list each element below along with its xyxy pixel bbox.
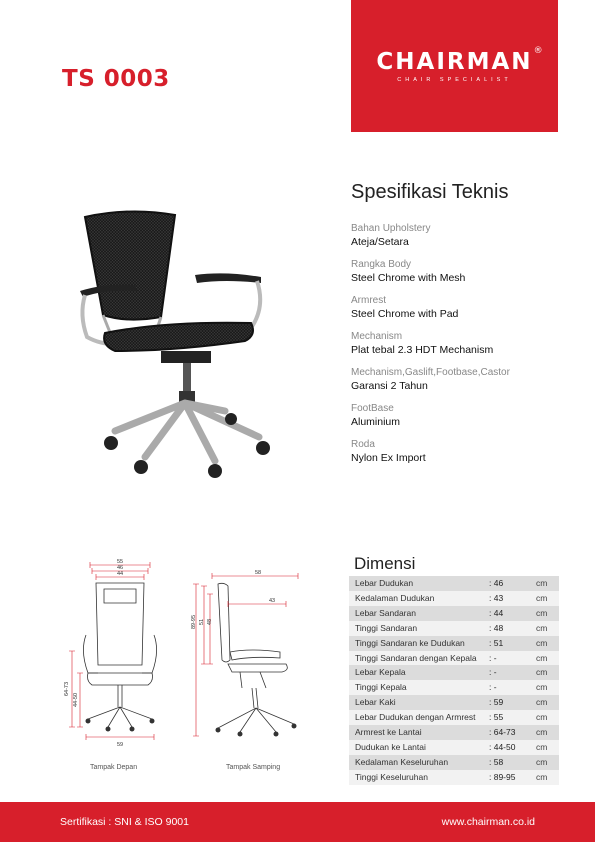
dim-row-value: : 64-73 xyxy=(489,725,536,740)
spec-item xyxy=(351,402,551,438)
dim-row-unit: cm xyxy=(536,755,559,770)
spec-item xyxy=(351,438,551,474)
spec-label: Rangka Body xyxy=(351,259,412,270)
dim-label-58: 58 xyxy=(254,570,262,576)
table-row xyxy=(349,770,559,785)
front-view-caption: Tampak Depan xyxy=(90,764,138,771)
registered-mark: ® xyxy=(533,46,545,56)
dim-row-value: : 55 xyxy=(489,710,536,725)
brand-name xyxy=(376,46,545,75)
spec-label: Mechanism,Gaslift,Footbase,Castor xyxy=(351,367,510,378)
dim-row-label: Kedalaman Keseluruhan xyxy=(349,755,489,770)
spec-label: Mechanism xyxy=(351,331,403,342)
spec-item xyxy=(351,330,551,366)
dimension-table xyxy=(349,576,559,785)
dim-label-64-73: 64-73 xyxy=(64,681,70,697)
dim-row-unit: cm xyxy=(536,591,559,606)
spec-list xyxy=(351,222,551,474)
dim-row-label: Armrest ke Lantai xyxy=(349,725,489,740)
dimension-title: Dimensi xyxy=(354,554,416,573)
spec-item xyxy=(351,222,551,258)
table-row xyxy=(349,725,559,740)
spec-item xyxy=(351,366,551,402)
table-row xyxy=(349,576,559,591)
dim-row-label: Lebar Dudukan dengan Armrest xyxy=(349,710,489,725)
dim-row-label: Tinggi Sandaran dengan Kepala xyxy=(349,651,489,666)
dim-label-51: 51 xyxy=(199,618,205,626)
dim-row-value: : 59 xyxy=(489,695,536,710)
dim-label-44: 44 xyxy=(116,571,124,577)
dim-row-unit: cm xyxy=(536,710,559,725)
dim-row-unit: cm xyxy=(536,695,559,710)
footer-bar xyxy=(0,802,595,842)
dim-row-value: : 44-50 xyxy=(489,740,536,755)
certification-text: Sertifikasi : SNI & ISO 9001 xyxy=(60,816,189,828)
spec-item xyxy=(351,294,551,330)
dim-row-unit: cm xyxy=(536,636,559,651)
brand-tagline: CHAIR SPECIALIST xyxy=(397,77,512,83)
dim-row-value: : 51 xyxy=(489,636,536,651)
spec-label: FootBase xyxy=(351,403,394,414)
table-row xyxy=(349,621,559,636)
dim-row-value: : - xyxy=(489,680,536,695)
dim-row-unit: cm xyxy=(536,665,559,680)
dim-row-unit: cm xyxy=(536,740,559,755)
dim-row-unit: cm xyxy=(536,651,559,666)
dim-label-44-50: 44-50 xyxy=(73,692,79,708)
dim-row-value: : - xyxy=(489,651,536,666)
front-view-drawing xyxy=(58,555,188,755)
dim-row-value: : 43 xyxy=(489,591,536,606)
dim-row-unit: cm xyxy=(536,680,559,695)
dim-label-46: 46 xyxy=(116,565,124,571)
dim-row-value: : 89-95 xyxy=(489,770,536,785)
spec-value: Steel Chrome with Pad xyxy=(351,308,459,320)
table-row xyxy=(349,665,559,680)
spec-label: Armrest xyxy=(351,295,386,306)
spec-item xyxy=(351,258,551,294)
table-row xyxy=(349,680,559,695)
table-row xyxy=(349,695,559,710)
spec-title: Spesifikasi Teknis xyxy=(351,181,509,203)
dim-row-label: Lebar Dudukan xyxy=(349,576,489,591)
chair-photo xyxy=(75,205,275,485)
side-view-drawing xyxy=(190,560,330,755)
dim-row-value: : 46 xyxy=(489,576,536,591)
dim-row-value: : 48 xyxy=(489,621,536,636)
dim-row-label: Tinggi Sandaran xyxy=(349,621,489,636)
model-title: TS 0003 xyxy=(62,66,170,92)
dim-row-label: Kedalaman Dudukan xyxy=(349,591,489,606)
spec-value: Aluminium xyxy=(351,416,401,428)
dim-row-value: : 44 xyxy=(489,606,536,621)
spec-value: Plat tebal 2.3 HDT Mechanism xyxy=(351,344,494,356)
dim-label-89-95: 89-95 xyxy=(191,614,197,630)
dim-label-59: 59 xyxy=(116,742,124,748)
website-link[interactable]: www.chairman.co.id xyxy=(441,816,535,828)
spec-value: Ateja/Setara xyxy=(351,236,409,248)
dim-label-48: 48 xyxy=(207,618,213,626)
side-view-caption: Tampak Samping xyxy=(226,764,281,771)
dim-row-unit: cm xyxy=(536,621,559,636)
spec-label: Bahan Upholstery xyxy=(351,223,431,234)
table-row xyxy=(349,710,559,725)
dim-label-55: 55 xyxy=(116,559,124,565)
table-row xyxy=(349,740,559,755)
dim-row-label: Lebar Kepala xyxy=(349,665,489,680)
table-row xyxy=(349,755,559,770)
brand-name-text: CHAIRMAN xyxy=(376,49,533,75)
dim-row-value: : 58 xyxy=(489,755,536,770)
table-row xyxy=(349,636,559,651)
table-row xyxy=(349,591,559,606)
dim-row-label: Tinggi Sandaran ke Dudukan xyxy=(349,636,489,651)
spec-label: Roda xyxy=(351,439,375,450)
spec-value: Steel Chrome with Mesh xyxy=(351,272,466,284)
dim-row-label: Lebar Kaki xyxy=(349,695,489,710)
dim-row-value: : - xyxy=(489,665,536,680)
spec-value: Nylon Ex Import xyxy=(351,452,426,464)
dim-row-unit: cm xyxy=(536,770,559,785)
dim-row-label: Lebar Sandaran xyxy=(349,606,489,621)
dim-row-unit: cm xyxy=(536,606,559,621)
dim-row-label: Tinggi Kepala xyxy=(349,680,489,695)
brand-logo xyxy=(351,0,558,132)
dim-row-unit: cm xyxy=(536,576,559,591)
table-row xyxy=(349,651,559,666)
dim-row-label: Dudukan ke Lantai xyxy=(349,740,489,755)
dim-label-43: 43 xyxy=(268,598,276,604)
table-row xyxy=(349,606,559,621)
spec-value: Garansi 2 Tahun xyxy=(351,380,428,392)
dim-row-label: Tinggi Keseluruhan xyxy=(349,770,489,785)
dim-row-unit: cm xyxy=(536,725,559,740)
